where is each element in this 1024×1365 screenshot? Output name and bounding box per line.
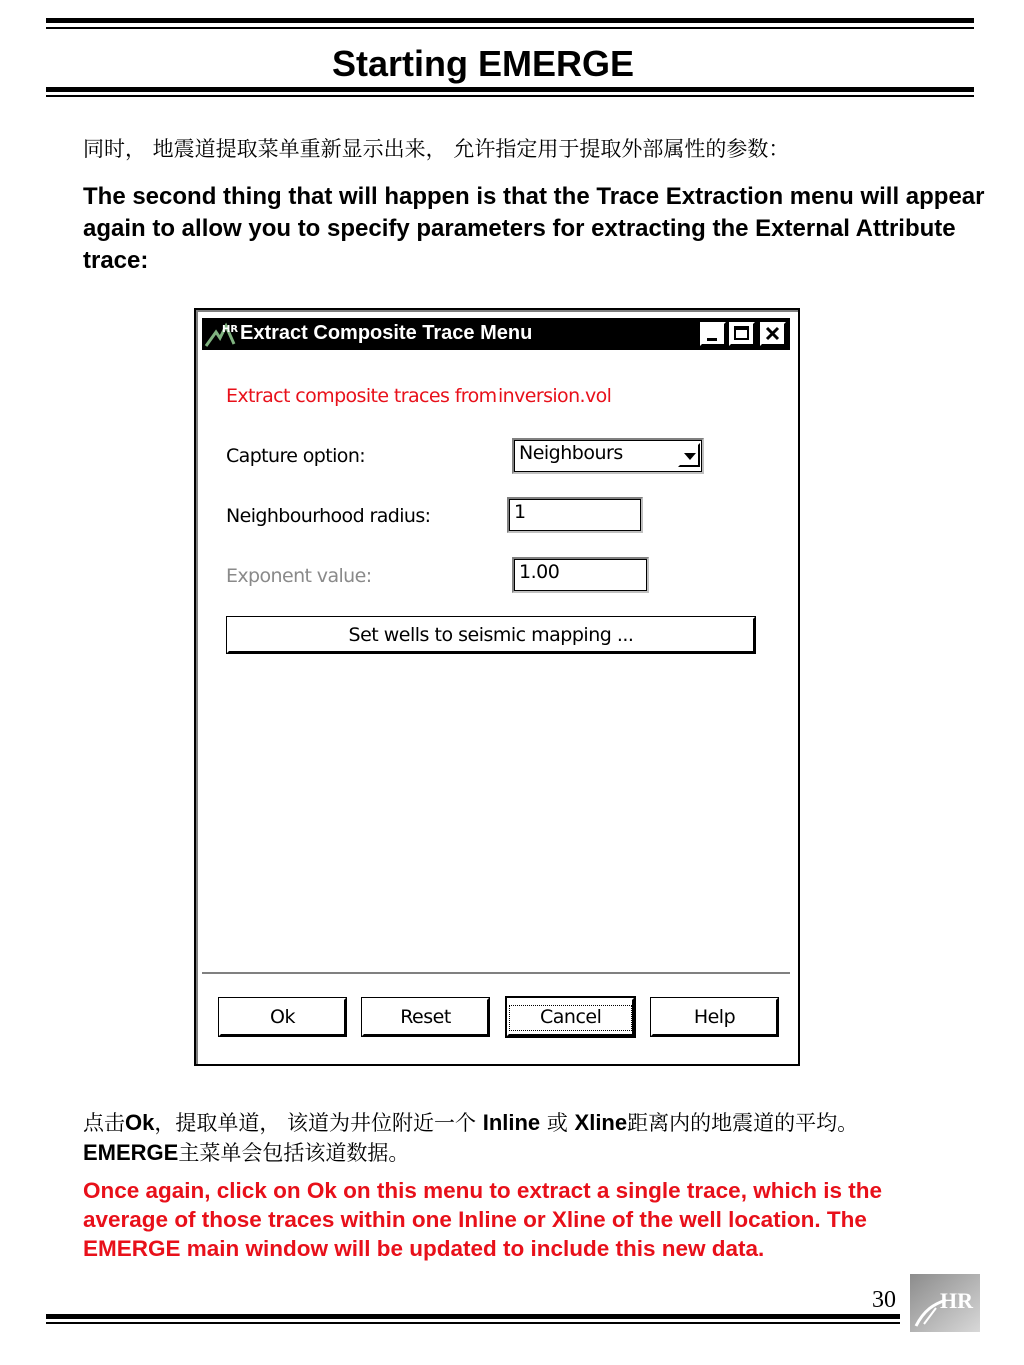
dialog-title: Extract Composite Trace Menu bbox=[240, 322, 533, 344]
extract-composite-trace-dialog bbox=[194, 308, 800, 1066]
close-button[interactable] bbox=[760, 322, 786, 346]
extract-source-value: inversion.vol bbox=[498, 385, 612, 407]
exponent-value-input[interactable]: 1.00 bbox=[512, 557, 649, 593]
help-button[interactable]: Help bbox=[651, 998, 778, 1036]
bottom-rule-thick bbox=[46, 1314, 900, 1319]
note-cn-part3: 或 bbox=[540, 1111, 575, 1135]
button-separator bbox=[202, 972, 790, 976]
note-english: Once again, click on Ok on this menu to extract a single trace, which is the average of those traces within one Inline or Xline of the well location. The EMERGE main window will be updated to include this new data. bbox=[83, 1178, 882, 1261]
top-rule-thick bbox=[46, 18, 974, 23]
note-cn-part5: 主菜单会包括该道数据。 bbox=[178, 1141, 410, 1165]
title-rule-thick bbox=[46, 87, 974, 92]
close-icon bbox=[762, 324, 784, 344]
logo-text: HR bbox=[940, 1288, 973, 1313]
extract-source-label: Extract composite traces from bbox=[226, 385, 497, 407]
exponent-value-label: Exponent value: bbox=[226, 565, 372, 587]
minimize-icon bbox=[702, 324, 724, 344]
intro-english: The second thing that will happen is that the Trace Extraction menu will appear again to allow you to specify parameters for extracting the External Attribute trace: bbox=[83, 183, 985, 274]
dialog-titlebar[interactable] bbox=[202, 318, 790, 350]
maximize-icon bbox=[731, 324, 753, 344]
capture-option-select[interactable] bbox=[512, 438, 704, 474]
note-cn-part2: ，提取单道， 该道为井位附近一个 bbox=[154, 1111, 483, 1135]
note-cn-part1: 点击 bbox=[83, 1111, 125, 1135]
note-cn-ok: Ok bbox=[125, 1110, 155, 1135]
chevron-down-icon[interactable] bbox=[678, 443, 700, 467]
note-cn-emerge: EMERGE bbox=[83, 1140, 179, 1165]
bottom-rule-thin bbox=[46, 1322, 900, 1324]
note-cn-part4: 距离内的地震道的平均。 bbox=[627, 1111, 859, 1135]
ok-button[interactable]: Ok bbox=[219, 998, 346, 1036]
title-rule-thin bbox=[46, 95, 974, 97]
top-rule-thin bbox=[46, 27, 974, 29]
note-chinese bbox=[83, 1108, 913, 1168]
note-cn-xline: Xline bbox=[574, 1110, 628, 1135]
cancel-button-label: Cancel bbox=[509, 1005, 632, 1031]
note-cn-inline: Inline bbox=[482, 1110, 541, 1135]
reset-button[interactable]: Reset bbox=[362, 998, 489, 1036]
minimize-button[interactable] bbox=[700, 322, 726, 346]
set-wells-mapping-button[interactable]: Set wells to seismic mapping ... bbox=[227, 617, 755, 653]
page-number: 30 bbox=[872, 1287, 896, 1313]
svg-text:HR: HR bbox=[222, 324, 239, 335]
slide-title: Starting EMERGE bbox=[331, 43, 635, 84]
app-logo-icon[interactable] bbox=[204, 320, 239, 348]
intro-chinese: 同时， 地震道提取菜单重新显示出来， 允许指定用于提取外部属性的参数： bbox=[83, 137, 790, 161]
neighbourhood-radius-input[interactable]: 1 bbox=[507, 497, 643, 533]
hr-logo bbox=[910, 1274, 980, 1332]
capture-option-label: Capture option: bbox=[226, 445, 366, 467]
cancel-button[interactable] bbox=[507, 998, 634, 1036]
neighbourhood-radius-label: Neighbourhood radius: bbox=[226, 505, 431, 527]
maximize-button[interactable] bbox=[729, 322, 755, 346]
capture-option-value: Neighbours bbox=[519, 442, 623, 464]
